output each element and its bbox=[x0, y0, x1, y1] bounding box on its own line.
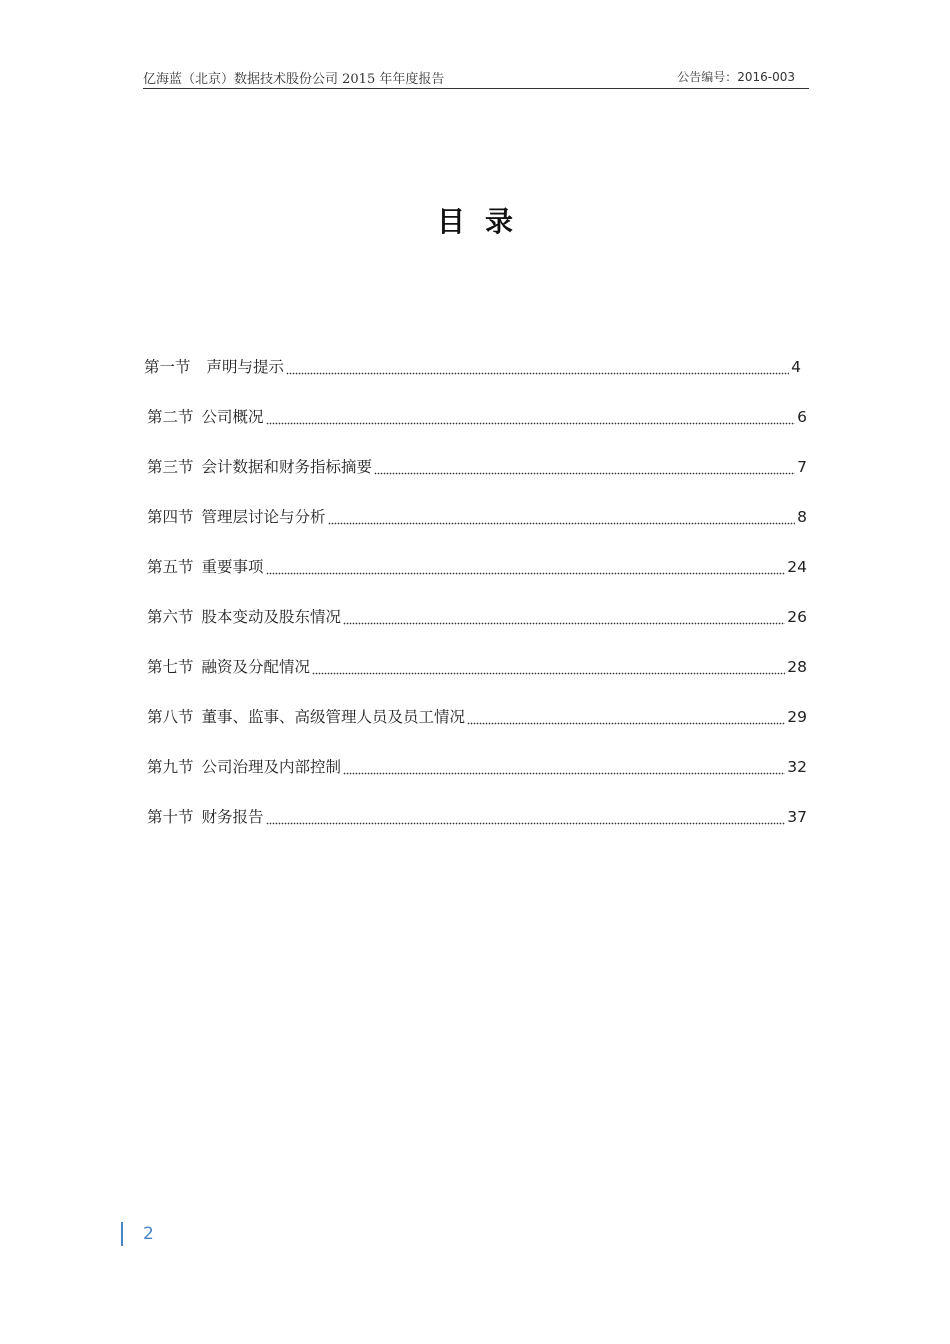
toc-entry-title: 重要事项 bbox=[201, 558, 264, 576]
toc-leader-dots bbox=[266, 419, 796, 425]
toc-entry-6[interactable] bbox=[147, 605, 807, 629]
toc-section-label: 第四节 bbox=[147, 508, 194, 526]
toc-entry-8[interactable] bbox=[147, 705, 807, 729]
footer-accent-bar bbox=[121, 1222, 123, 1246]
toc-entry-title: 公司概况 bbox=[201, 408, 264, 426]
toc-entry-7[interactable] bbox=[147, 655, 807, 679]
header-announcement-number: 公告编号：2016-003 bbox=[677, 70, 795, 84]
toc-entry-4[interactable] bbox=[147, 505, 807, 529]
toc-entry-title: 财务报告 bbox=[201, 808, 264, 826]
toc-section-label: 第八节 bbox=[147, 708, 194, 726]
toc-page-number: 7 bbox=[797, 458, 807, 476]
toc-leader-dots bbox=[343, 769, 785, 775]
toc-section-label: 第一节 bbox=[144, 358, 191, 376]
toc-leader-dots bbox=[312, 669, 785, 675]
toc-page-number: 24 bbox=[787, 558, 807, 576]
toc-page-number: 37 bbox=[787, 808, 807, 826]
toc-section-label: 第七节 bbox=[147, 658, 194, 676]
toc-leader-dots bbox=[374, 469, 795, 475]
toc-entry-2[interactable] bbox=[147, 405, 807, 429]
toc-page-number: 6 bbox=[797, 408, 807, 426]
toc-leader-dots bbox=[266, 819, 786, 825]
toc-section-label: 第十节 bbox=[147, 808, 194, 826]
header-report-title: 亿海蓝（北京）数据技术股份公司 2015 年年度报告 bbox=[143, 72, 445, 87]
toc-entry-title: 管理层讨论与分析 bbox=[201, 508, 326, 526]
toc-entry-9[interactable] bbox=[147, 755, 807, 779]
toc-page-number: 4 bbox=[791, 358, 801, 376]
toc-leader-dots bbox=[328, 519, 796, 525]
toc-entry-title: 股本变动及股东情况 bbox=[201, 608, 342, 626]
toc-section-label: 第九节 bbox=[147, 758, 194, 776]
toc-entry-5[interactable] bbox=[147, 555, 807, 579]
page-header bbox=[143, 66, 809, 89]
toc-section-label: 第二节 bbox=[147, 408, 194, 426]
toc-page-number: 28 bbox=[787, 658, 807, 676]
toc-page-number: 26 bbox=[787, 608, 807, 626]
toc-entry-title: 公司治理及内部控制 bbox=[201, 758, 342, 776]
toc-section-label: 第三节 bbox=[147, 458, 194, 476]
toc-section-label: 第六节 bbox=[147, 608, 194, 626]
toc-entry-title: 会计数据和财务指标摘要 bbox=[201, 458, 373, 476]
toc-leader-dots bbox=[266, 569, 786, 575]
toc-page-number: 32 bbox=[787, 758, 807, 776]
toc-page-number: 29 bbox=[787, 708, 807, 726]
toc-leader-dots bbox=[286, 369, 789, 375]
page-title: 目录 bbox=[436, 205, 533, 238]
toc-entry-3[interactable] bbox=[147, 455, 807, 479]
toc-leader-dots bbox=[467, 719, 785, 725]
toc-entry-title: 董事、监事、高级管理人员及员工情况 bbox=[201, 708, 466, 726]
toc-page-number: 8 bbox=[797, 508, 807, 526]
toc-entry-title: 融资及分配情况 bbox=[201, 658, 311, 676]
toc-section-label: 第五节 bbox=[147, 558, 194, 576]
toc-entry-title: 声明与提示 bbox=[206, 358, 285, 376]
toc-leader-dots bbox=[343, 619, 785, 625]
footer-page-number: 2 bbox=[143, 1224, 154, 1244]
toc-entry-10[interactable] bbox=[147, 805, 807, 829]
toc-entry-1[interactable] bbox=[144, 355, 801, 379]
